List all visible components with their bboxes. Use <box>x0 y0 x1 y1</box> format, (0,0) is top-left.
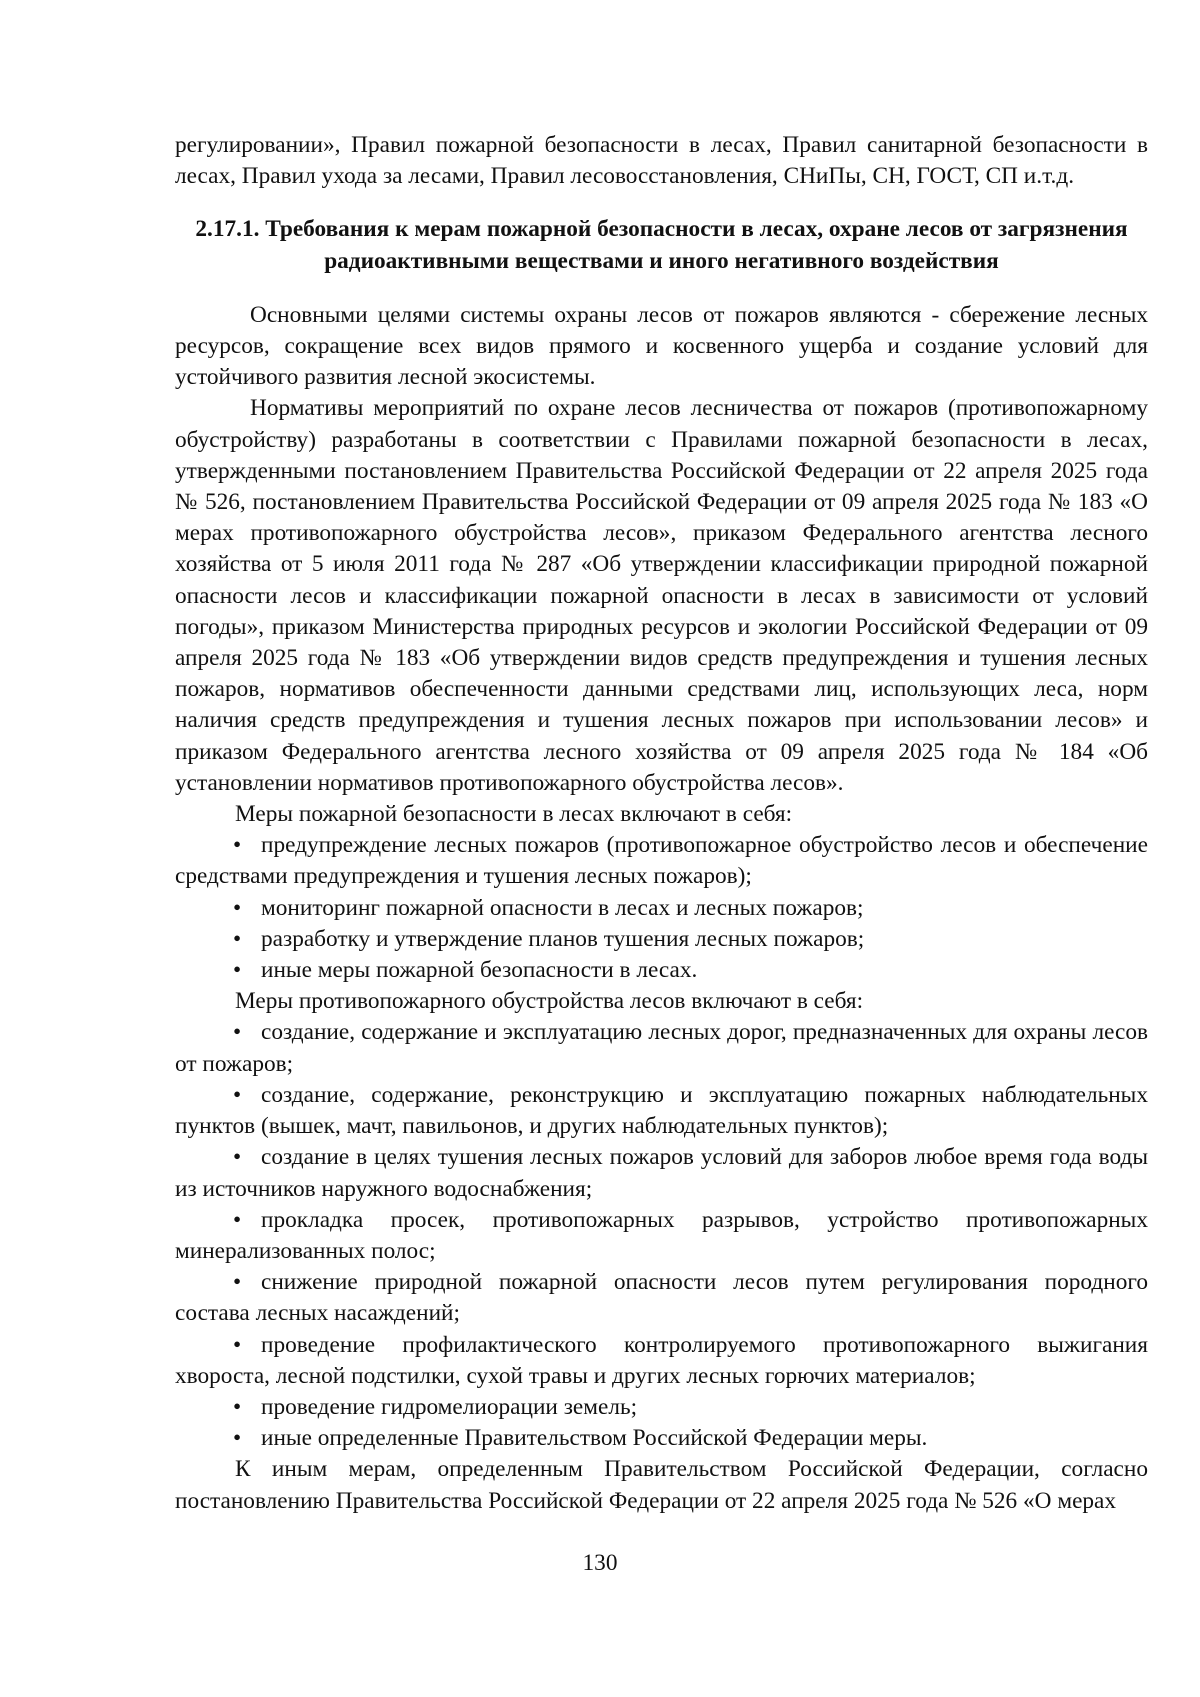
list-item <box>175 893 1148 924</box>
list-item <box>175 924 1148 955</box>
list-item <box>175 1205 1148 1267</box>
list-item-text: создание, содержание, реконструкцию и эксплуатацию пожарных наблюдательных пунктов (вышек, мачт, павильонов, и других наблюдательных пунктов); <box>175 1081 1148 1140</box>
list-item-text: создание, содержание и эксплуатацию лесных дорог, предназначенных для охраны лесов от пожаров; <box>175 1019 1148 1077</box>
list-item-text: иные меры пожарной безопасности в лесах. <box>261 957 698 984</box>
list-item <box>175 1330 1148 1392</box>
final-paragraph: К иным мерам, определенным Правительством Российской Федерации, согласно постановлению Правительства Российской Федерации от 22 апреля 2025 года № 526 «О мерах <box>175 1456 1148 1514</box>
bullet-glyph: • <box>233 832 242 859</box>
list-item <box>175 1423 1148 1454</box>
list-item-text: мониторинг пожарной опасности в лесах и лесных пожаров; <box>261 894 864 921</box>
list-item <box>175 1017 1148 1079</box>
list-item <box>175 1142 1148 1204</box>
list-item <box>175 1267 1148 1329</box>
bullet-glyph: • <box>233 1331 242 1358</box>
bullet-glyph: • <box>233 1269 242 1296</box>
list-item <box>175 1392 1148 1423</box>
bullet-glyph: • <box>233 894 242 921</box>
bullet-glyph: • <box>233 925 242 952</box>
list-item-text: проведение профилактического контролируемого противопожарного выжигания хвороста, лесной подстилки, сухой травы и других лесных горючих материалов; <box>175 1331 1148 1389</box>
page-number: 130 <box>582 1550 618 1576</box>
norms-paragraph: Нормативы мероприятий по охране лесов лесничества от пожаров (противопожарному обустройству) разработаны в соответствии с Правилами пожарной безопасности в лесах, утвержденными постановлением Правительства Российской Федерации от 22 апреля 2025 года № 526, постановлением Правительства Российской Федерации от 09 апреля 2025 года № 183 «О мерах противопожарного обустройства лесов», приказом Федерального агентства лесного хозяйства от 5 июля 2011 года № 287 «Об утверждении классификации природной пожарной опасности лесов и классификации пожарной опасности в лесах в зависимости от условий погоды», приказом Министерства природных ресурсов и экологии Российской Федерации от 09 апреля 2025 года № 183 «Об утверждении видов средств предупреждения и тушения лесных пожаров, нормативов обеспеченности данными средствами лиц, использующих леса, норм наличия средств предупреждения и тушения лесных пожаров при использовании лесов» и приказом Федерального агентства лесного хозяйства от 09 апреля 2025 года № 184 «Об установлении нормативов противопожарного обустройства лесов». <box>175 395 1148 796</box>
list-item <box>175 955 1148 986</box>
list-item-text: снижение природной пожарной опасности лесов путем регулирования породного состава лесных насаждений; <box>175 1269 1148 1327</box>
list-item-text: прокладка просек, противопожарных разрывов, устройство противопожарных минерализованных полос; <box>175 1206 1148 1264</box>
bullet-glyph: • <box>233 1425 242 1452</box>
list-item-text: иные определенные Правительством Российской Федерации меры. <box>261 1425 928 1452</box>
list-item-text: предупреждение лесных пожаров (противопожарное обустройство лесов и обеспечение средствами предупреждения и тушения лесных пожаров); <box>175 832 1148 890</box>
bullet-glyph: • <box>233 957 242 984</box>
document-page <box>175 130 1148 1517</box>
arrangement-measures-intro: Меры противопожарного обустройства лесов включают в себя: <box>235 988 864 1015</box>
list-item-text: разработку и утверждение планов тушения лесных пожаров; <box>261 925 865 952</box>
continuation-paragraph: регулировании», Правил пожарной безопасности в лесах, Правил санитарной безопасности в лесах, Правил ухода за лесами, Правил лесовосстановления, СНиПы, СН, ГОСТ, СП и.т.д. <box>175 132 1148 190</box>
section-heading: 2.17.1. Требования к мерам пожарной безопасности в лесах, охране лесов от загрязнения радиоактивными веществами и иного негативного воздействия <box>195 216 1128 274</box>
list-item <box>175 830 1148 892</box>
goals-paragraph: Основными целями системы охраны лесов от пожаров являются - сбережение лесных ресурсов, сокращение всех видов прямого и косвенного ущерба и создание условий для устойчивого развития лесной экосистемы. <box>175 301 1148 391</box>
list-item <box>175 1080 1148 1142</box>
list-item-text: создание в целях тушения лесных пожаров условий для заборов любое время года воды из источников наружного водоснабжения; <box>175 1144 1148 1202</box>
bullet-glyph: • <box>233 1019 242 1046</box>
bullet-glyph: • <box>233 1393 242 1420</box>
bullet-glyph: • <box>233 1081 242 1108</box>
bullet-glyph: • <box>233 1144 242 1171</box>
bullet-glyph: • <box>233 1206 242 1233</box>
list-item-text: проведение гидромелиорации земель; <box>261 1393 638 1420</box>
safety-measures-intro: Меры пожарной безопасности в лесах включают в себя: <box>235 801 793 828</box>
